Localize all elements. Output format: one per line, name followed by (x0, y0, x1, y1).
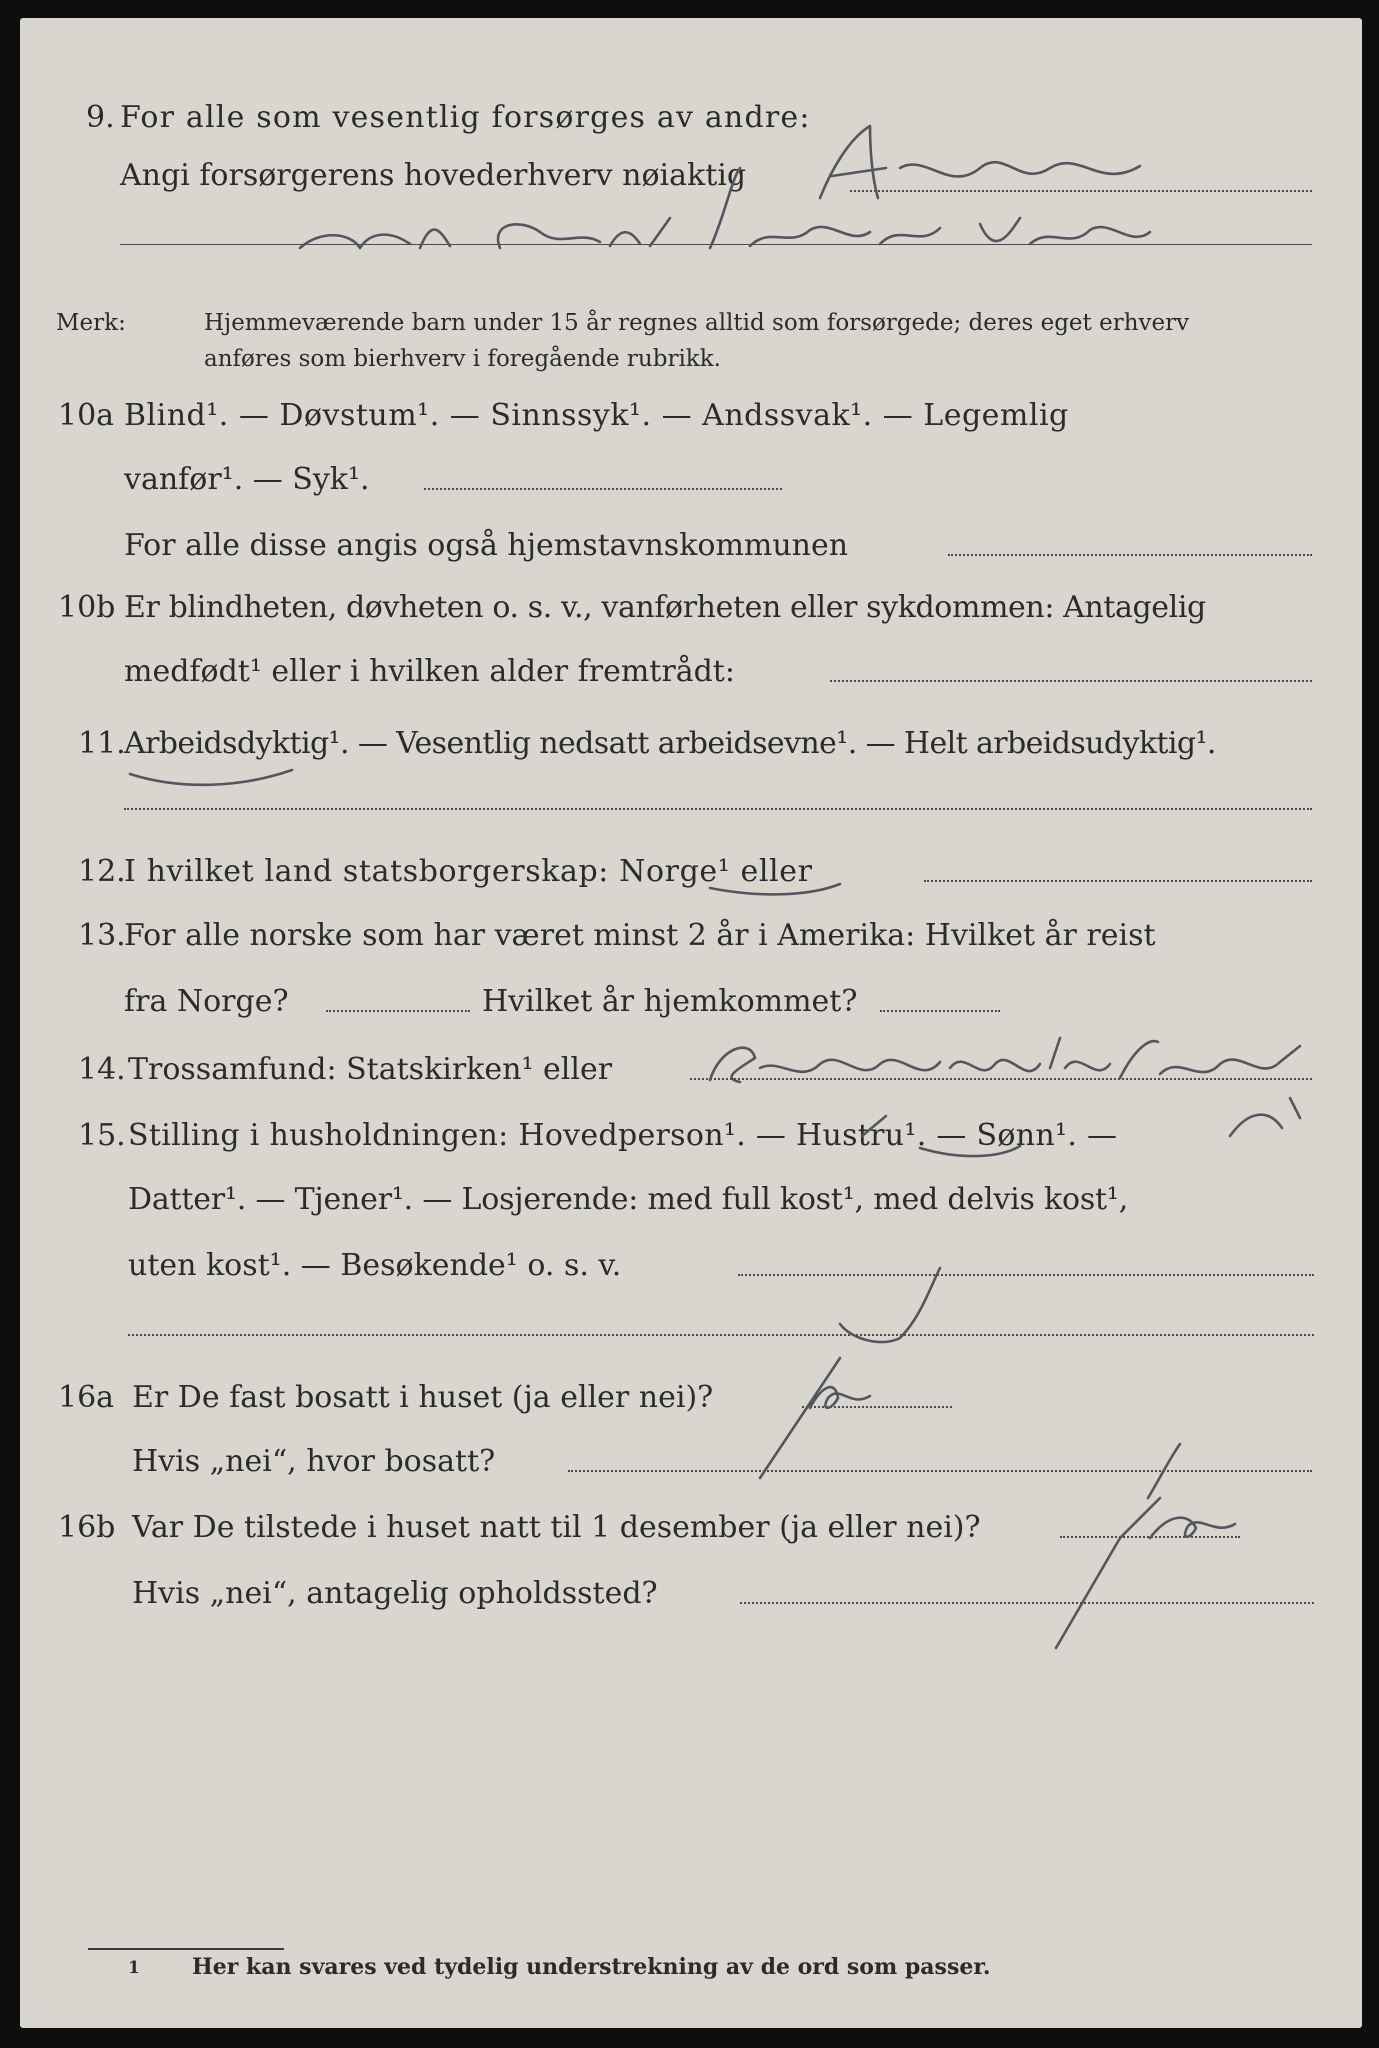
q12-text: I hvilket land statsborgerskap: Norge¹ eller (124, 854, 813, 889)
q13-reist-line[interactable] (326, 1010, 470, 1012)
q11-number: 11. (78, 726, 126, 761)
q15-answer-line1[interactable] (738, 1274, 1314, 1276)
q14-text: Trossamfund: Statskirken¹ eller (128, 1052, 613, 1087)
q16a-bosatt-line[interactable] (568, 1470, 1312, 1472)
q16b-number: 16b (58, 1510, 116, 1545)
q9-text-line2: Angi forsørgerens hovederhverv nøiaktig (120, 158, 747, 193)
q10b-number: 10b (58, 590, 116, 625)
q12-number: 12. (78, 854, 126, 889)
q9-text-line1: For alle som vesentlig forsørges av andre: (120, 100, 811, 135)
q15-number: 15. (78, 1118, 126, 1153)
q15-answer-line2[interactable] (128, 1334, 1314, 1336)
q10a-hjemstavn-line[interactable] (948, 554, 1312, 556)
q16b-answer-line[interactable] (1060, 1536, 1240, 1538)
q13-text-line1: For alle norske som har været minst 2 år i Amerika: Hvilket år reist (124, 918, 1156, 953)
q16b-opholdssted-line[interactable] (740, 1602, 1314, 1604)
q15-text-line3: uten kost¹. — Besøkende¹ o. s. v. (128, 1248, 622, 1283)
q16a-handwritten-answer (810, 1387, 870, 1408)
merk-label: Merk: (56, 310, 126, 336)
merk-text-line1: Hjemmeværende barn under 15 år regnes alltid som forsørgede; deres eget erhverv (204, 310, 1190, 336)
q9-number: 9. (86, 100, 115, 135)
q13-hjemkommet-line[interactable] (880, 1010, 1000, 1012)
q10b-text-line1: Er blindheten, døvheten o. s. v., vanførheten eller sykdommen: Antagelig (124, 590, 1206, 625)
q14-answer-line[interactable] (690, 1078, 1312, 1080)
q10a-text-line2: vanfør¹. — Syk¹. (124, 462, 370, 497)
merk-text-line2: anføres som bierhverv i foregående rubrikk. (204, 346, 721, 372)
q9-answer-line1[interactable] (850, 190, 1312, 192)
q13-text-line2a: fra Norge? (124, 984, 289, 1019)
q16b-handwritten-answer (1120, 1498, 1235, 1538)
q16a-answer-line[interactable] (802, 1406, 952, 1408)
q16a-number: 16a (58, 1380, 115, 1415)
q11-text: Arbeidsdyktig¹. — Vesentlig nedsatt arbeidsevne¹. — Helt arbeidsudyktig¹. (124, 726, 1216, 761)
q16a-text-line2: Hvis „nei“, hvor bosatt? (132, 1444, 496, 1479)
q11-answer-line[interactable] (124, 808, 1312, 810)
q10a-text-line3: For alle disse angis også hjemstavnskommunen (124, 528, 849, 563)
q14-number: 14. (78, 1052, 126, 1087)
q16a-text-line1: Er De fast bosatt i huset (ja eller nei)? (132, 1380, 714, 1415)
q10a-text-line1: Blind¹. — Døvstum¹. — Sinnssyk¹. — Andssvak¹. — Legemlig (124, 398, 1069, 433)
q10a-answer-line[interactable] (424, 488, 782, 490)
q15-text-line2: Datter¹. — Tjener¹. — Losjerende: med full kost¹, med delvis kost¹, (128, 1182, 1129, 1217)
q16b-text-line2: Hvis „nei“, antagelig opholdssted? (132, 1576, 658, 1611)
footnote-rule (88, 1948, 284, 1950)
footnote-text: Her kan svares ved tydelig understrekning av de ord som passer. (192, 1954, 991, 1980)
q9-answer-line2[interactable] (120, 244, 1312, 245)
q10b-text-line2: medfødt¹ eller i hvilken alder fremtrådt: (124, 654, 735, 689)
footnote-marker: 1 (128, 1958, 140, 1978)
q12-answer-line[interactable] (924, 880, 1312, 882)
q15-text-line1: Stilling i husholdningen: Hovedperson¹. — Hustru¹. — Sønn¹. — (128, 1118, 1118, 1153)
q13-text-line2b: Hvilket år hjemkommet? (482, 984, 858, 1019)
q13-number: 13. (78, 918, 126, 953)
q16b-text-line1: Var De tilstede i huset natt til 1 desember (ja eller nei)? (132, 1510, 981, 1545)
census-form-page (20, 18, 1362, 2028)
q10b-answer-line[interactable] (830, 680, 1312, 682)
q10a-number: 10a (58, 398, 115, 433)
